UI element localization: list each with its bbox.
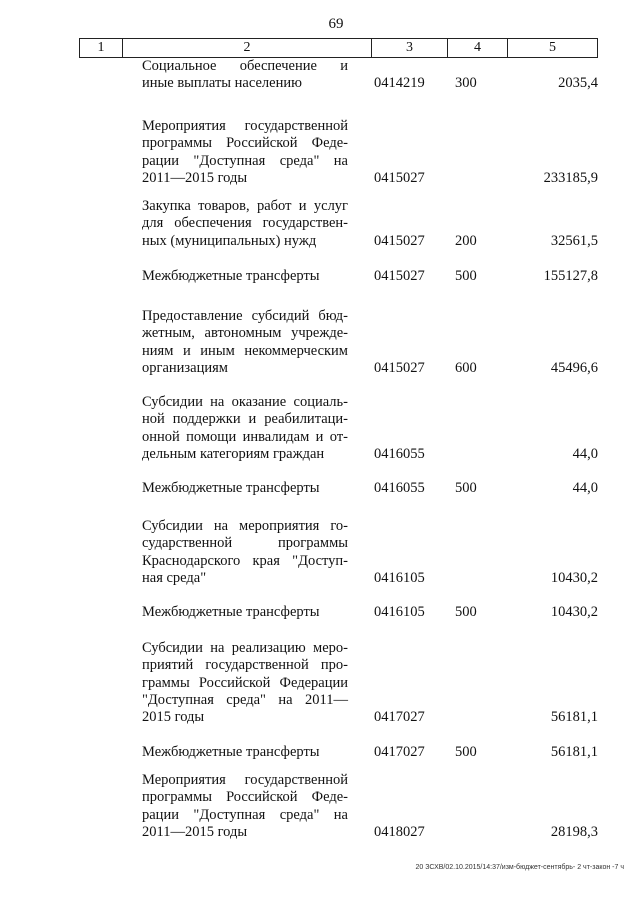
row-code: 0415027 [374, 232, 425, 249]
row-description [142, 58, 348, 93]
description-line: для обеспечения государствен- [142, 215, 348, 232]
table-row [0, 268, 640, 285]
page-number: 69 [328, 16, 344, 32]
row-description [142, 604, 348, 621]
row-code: 0416105 [374, 604, 425, 620]
table-row [0, 480, 640, 497]
table-row [0, 394, 640, 463]
table-row [0, 640, 640, 727]
table-row [0, 772, 640, 841]
description-line: рации "Доступная среда" на [142, 806, 348, 823]
header-col-3: 3 [372, 39, 448, 57]
description-line: Социальное обеспечение и [142, 58, 348, 74]
description-line: ная среда" [142, 569, 207, 586]
row-description [142, 118, 348, 187]
description-line: программы Российской Феде- [142, 135, 348, 152]
row-code: 0418027 [374, 823, 425, 840]
row-amount: 233185,9 [543, 169, 598, 186]
description-line: иные выплаты населению [142, 75, 302, 92]
description-line: программы Российской Феде- [142, 789, 348, 806]
row-type: 500 [455, 604, 477, 620]
row-code: 0417027 [374, 744, 425, 760]
description-line: граммы Российской Федерации [142, 674, 348, 691]
description-line: Предоставление субсидий бюд- [142, 308, 348, 324]
row-description [142, 744, 348, 761]
description-line: Межбюджетные трансферты [142, 744, 320, 760]
row-description [142, 394, 348, 463]
description-line: ных (муниципальных) нужд [142, 232, 317, 249]
row-amount: 44,0 [572, 445, 598, 462]
row-amount: 45496,6 [550, 359, 598, 376]
description-line: Краснодарского края "Доступ- [142, 552, 348, 569]
row-description [142, 268, 348, 285]
row-code: 0416055 [374, 445, 425, 462]
description-line: жетным, автономным учрежде- [142, 325, 348, 342]
description-line: организациям [142, 359, 228, 376]
description-line: Субсидии на оказание социаль- [142, 394, 348, 410]
row-type: 200 [455, 232, 477, 249]
header-col-1: 1 [80, 39, 123, 57]
table-row [0, 518, 640, 587]
description-line: дельным категориям граждан [142, 445, 325, 462]
row-type: 600 [455, 359, 477, 376]
row-amount: 28198,3 [550, 823, 598, 840]
row-amount: 10430,2 [550, 569, 598, 586]
table-row [0, 58, 640, 93]
row-description [142, 518, 348, 587]
row-code: 0417027 [374, 709, 425, 726]
description-line: "Доступная среда" на 2011— [142, 691, 348, 708]
description-line: онной помощи инвалидам и от- [142, 428, 348, 445]
row-code: 0415027 [374, 169, 425, 186]
description-line: Закупка товаров, работ и услуг [142, 198, 348, 214]
description-line: Мероприятия государственной [142, 118, 348, 134]
description-line: Межбюджетные трансферты [142, 268, 320, 284]
row-description [142, 308, 348, 377]
row-code: 0414219 [374, 75, 425, 92]
header-col-5: 5 [549, 40, 556, 55]
description-line: приятий государственной про- [142, 657, 348, 674]
row-description [142, 480, 348, 497]
table-row [0, 744, 640, 761]
row-code: 0416105 [374, 569, 425, 586]
header-col-4: 4 [448, 39, 508, 57]
description-line: Мероприятия государственной [142, 772, 348, 788]
table-row [0, 118, 640, 187]
description-line: ниям и иным некоммерческим [142, 342, 348, 359]
row-amount: 32561,5 [550, 232, 598, 249]
row-amount: 56181,1 [550, 744, 598, 760]
row-type: 300 [455, 75, 477, 92]
row-description [142, 772, 348, 841]
description-line: ной поддержки и реабилитаци- [142, 411, 348, 428]
table-row [0, 198, 640, 250]
table-row [0, 308, 640, 377]
table-row [0, 604, 640, 621]
row-code: 0415027 [374, 268, 425, 284]
row-code: 0415027 [374, 359, 425, 376]
description-line: Субсидии на мероприятия го- [142, 518, 348, 534]
description-line: сударственной программы [142, 535, 348, 552]
description-line: Межбюджетные трансферты [142, 604, 320, 620]
row-amount: 2035,4 [558, 75, 598, 92]
description-line: Субсидии на реализацию меро- [142, 640, 348, 656]
header-col-2: 2 [123, 39, 372, 57]
row-type: 500 [455, 268, 477, 284]
description-line: рации "Доступная среда" на [142, 152, 348, 169]
row-amount: 10430,2 [550, 604, 598, 620]
row-type: 500 [455, 480, 477, 496]
row-description [142, 640, 348, 726]
description-line: 2015 годы [142, 709, 205, 726]
row-code: 0416055 [374, 480, 425, 496]
footer-note: 20 ЗСХВ/02.10.2015/14:37/изм-бюджет-сентябрь- 2 чт-закон -7 ч [415, 864, 624, 871]
description-line: 2011—2015 годы [142, 823, 248, 840]
row-amount: 44,0 [572, 480, 598, 496]
row-amount: 56181,1 [550, 709, 598, 726]
description-line: 2011—2015 годы [142, 169, 248, 186]
row-type: 500 [455, 744, 477, 760]
row-description [142, 198, 348, 250]
row-amount: 155127,8 [543, 268, 598, 284]
table-header [79, 38, 598, 58]
description-line: Межбюджетные трансферты [142, 480, 320, 496]
